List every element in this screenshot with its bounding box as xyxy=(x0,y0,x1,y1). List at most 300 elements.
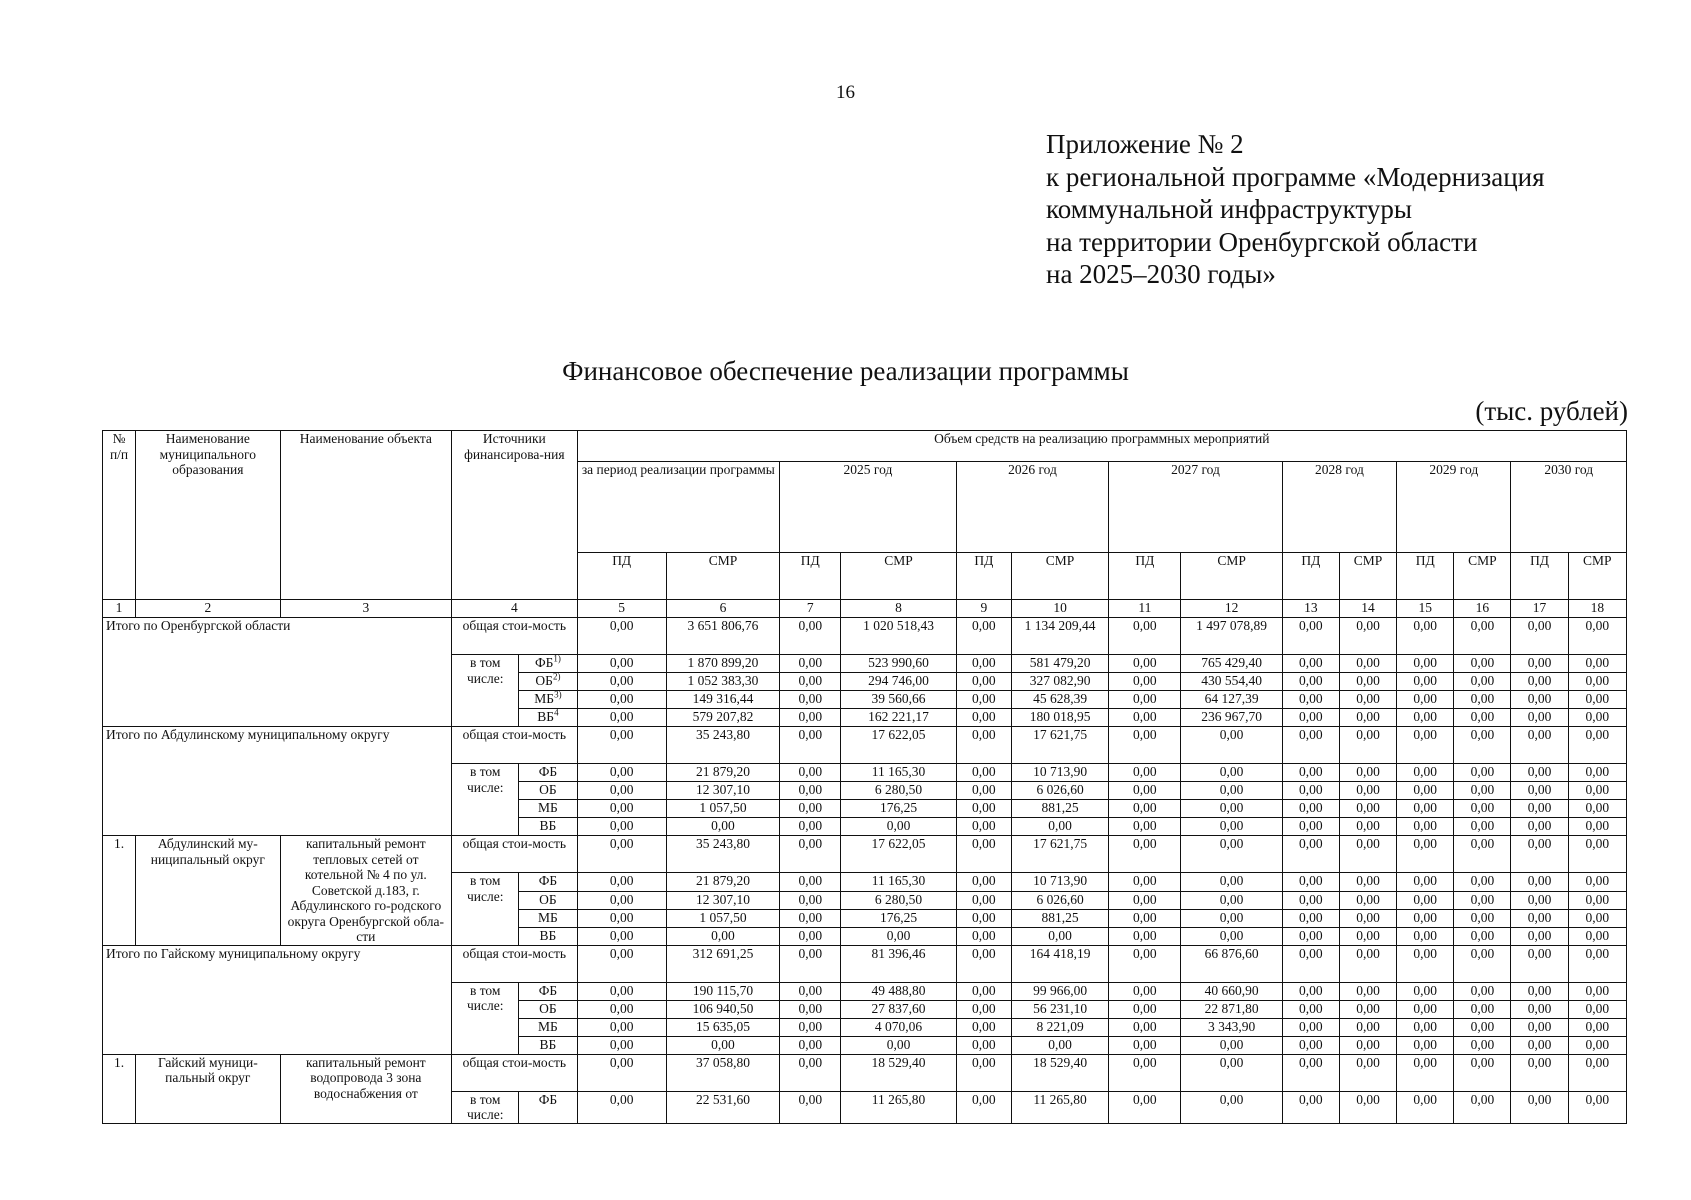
column-number: 2 xyxy=(136,600,280,618)
value-cell: 1 052 383,30 xyxy=(666,673,779,691)
value-cell: 0,00 xyxy=(577,1036,666,1054)
source-code xyxy=(519,691,577,709)
value-cell: 0,00 xyxy=(1454,618,1511,655)
value-cell: 0,00 xyxy=(1339,764,1396,782)
source-code-text: ВБ xyxy=(539,927,557,943)
value-cell: 0,00 xyxy=(780,818,841,836)
value-cell: 0,00 xyxy=(1339,927,1396,945)
source-code-text: МБ xyxy=(534,691,555,706)
value-cell: 0,00 xyxy=(1282,927,1339,945)
general-cost-row xyxy=(103,727,1627,764)
value-cell: 11 265,80 xyxy=(841,1091,956,1123)
value-cell: 0,00 xyxy=(1109,982,1181,1000)
value-cell: 0,00 xyxy=(1397,836,1454,873)
value-cell: 0,00 xyxy=(577,1000,666,1018)
value-cell: 0,00 xyxy=(1397,873,1454,892)
value-cell: 0,00 xyxy=(1397,782,1454,800)
value-cell: 0,00 xyxy=(956,982,1011,1000)
header-municipality: Наименование муниципального образования xyxy=(136,431,280,600)
value-cell: 0,00 xyxy=(1109,909,1181,927)
value-cell: 0,00 xyxy=(1397,818,1454,836)
value-cell: 0,00 xyxy=(1339,873,1396,892)
value-cell: 0,00 xyxy=(1454,673,1511,691)
value-cell: 0,00 xyxy=(1454,727,1511,764)
value-cell: 0,00 xyxy=(1511,945,1568,982)
value-cell: 0,00 xyxy=(1339,891,1396,909)
value-cell: 27 837,60 xyxy=(841,1000,956,1018)
value-cell: 0,00 xyxy=(1511,673,1568,691)
value-cell: 0,00 xyxy=(1109,1000,1181,1018)
value-cell: 0,00 xyxy=(841,818,956,836)
value-cell: 64 127,39 xyxy=(1181,691,1282,709)
value-cell: 0,00 xyxy=(1454,818,1511,836)
general-cost-row xyxy=(103,1054,1627,1091)
value-cell: 0,00 xyxy=(956,709,1011,727)
value-cell: 0,00 xyxy=(1339,1091,1396,1123)
object-name: капитальный ремонт водопровода 3 зона водоснабжения от xyxy=(280,1054,452,1123)
value-cell: 0,00 xyxy=(1511,782,1568,800)
appendix-line: коммунальной инфраструктуры xyxy=(1046,194,1412,224)
value-cell: 0,00 xyxy=(1511,982,1568,1000)
value-cell: 10 713,90 xyxy=(1011,764,1108,782)
value-cell: 0,00 xyxy=(1011,818,1108,836)
value-cell: 0,00 xyxy=(577,927,666,945)
footnote-marker: 2) xyxy=(552,672,561,682)
value-cell: 0,00 xyxy=(1282,836,1339,873)
source-code-text: ВБ xyxy=(537,709,555,724)
value-cell: 0,00 xyxy=(780,764,841,782)
total-name: Итого по Гайскому муниципальному округу xyxy=(103,945,452,1054)
value-cell: 0,00 xyxy=(956,909,1011,927)
column-number: 13 xyxy=(1282,600,1339,618)
total-name: Итого по Оренбургской области xyxy=(103,618,452,727)
in-that-label: в том числе: xyxy=(452,873,519,946)
value-cell: 40 660,90 xyxy=(1181,982,1282,1000)
value-cell: 0,00 xyxy=(1109,800,1181,818)
value-cell: 0,00 xyxy=(956,818,1011,836)
value-cell: 0,00 xyxy=(1511,1091,1568,1123)
value-cell: 0,00 xyxy=(577,1018,666,1036)
value-cell: 0,00 xyxy=(956,655,1011,673)
value-cell: 0,00 xyxy=(1339,1018,1396,1036)
value-cell: 149 316,44 xyxy=(666,691,779,709)
value-cell: 11 265,80 xyxy=(1011,1091,1108,1123)
value-cell: 18 529,40 xyxy=(1011,1054,1108,1091)
column-number: 5 xyxy=(577,600,666,618)
value-cell: 0,00 xyxy=(1397,1091,1454,1123)
general-cost-label: общая стои-мость xyxy=(452,1054,577,1091)
source-code-text: ФБ xyxy=(534,655,554,670)
source-code-text: ВБ xyxy=(539,1036,557,1052)
value-cell: 1 020 518,43 xyxy=(841,618,956,655)
value-cell: 0,00 xyxy=(1282,873,1339,892)
value-cell: 0,00 xyxy=(1568,818,1626,836)
source-code xyxy=(519,927,577,945)
value-cell: 0,00 xyxy=(577,709,666,727)
value-cell: 579 207,82 xyxy=(666,709,779,727)
value-cell: 3 343,90 xyxy=(1181,1018,1282,1036)
value-cell: 0,00 xyxy=(1568,1018,1626,1036)
value-cell: 11 165,30 xyxy=(841,764,956,782)
value-cell: 0,00 xyxy=(1454,927,1511,945)
value-cell: 0,00 xyxy=(1282,655,1339,673)
value-cell: 0,00 xyxy=(1511,1000,1568,1018)
source-code xyxy=(519,982,577,1000)
value-cell: 0,00 xyxy=(1568,873,1626,892)
value-cell: 176,25 xyxy=(841,800,956,818)
source-code-text: МБ xyxy=(538,800,558,815)
value-cell: 0,00 xyxy=(780,618,841,655)
value-cell: 0,00 xyxy=(1511,1018,1568,1036)
value-cell: 0,00 xyxy=(1339,1036,1396,1054)
row-number: 1. xyxy=(103,836,136,946)
value-cell: 3 651 806,76 xyxy=(666,618,779,655)
value-cell: 0,00 xyxy=(1339,691,1396,709)
value-cell: 0,00 xyxy=(1181,909,1282,927)
value-cell: 0,00 xyxy=(1454,836,1511,873)
value-cell: 0,00 xyxy=(1511,618,1568,655)
value-cell: 0,00 xyxy=(1109,673,1181,691)
source-code xyxy=(519,673,577,691)
column-number: 1 xyxy=(103,600,136,618)
value-cell: 0,00 xyxy=(1109,727,1181,764)
header-period: 2027 год xyxy=(1109,462,1283,553)
municipality-name: Гайский муници-пальный округ xyxy=(136,1054,280,1123)
value-cell: 0,00 xyxy=(577,1054,666,1091)
general-cost-label: общая стои-мость xyxy=(452,618,577,655)
value-cell: 17 622,05 xyxy=(841,727,956,764)
value-cell: 99 966,00 xyxy=(1011,982,1108,1000)
header-sources: Источники финансирова-ния xyxy=(452,431,577,600)
value-cell: 0,00 xyxy=(956,618,1011,655)
value-cell: 0,00 xyxy=(780,1054,841,1091)
source-code-text: ФБ xyxy=(538,982,558,998)
row-number: 1. xyxy=(103,1054,136,1123)
value-cell: 180 018,95 xyxy=(1011,709,1108,727)
source-code xyxy=(519,1018,577,1036)
value-cell: 312 691,25 xyxy=(666,945,779,982)
value-cell: 49 488,80 xyxy=(841,982,956,1000)
value-cell: 0,00 xyxy=(1339,800,1396,818)
value-cell: 0,00 xyxy=(1511,691,1568,709)
value-cell: 0,00 xyxy=(577,909,666,927)
column-number: 9 xyxy=(956,600,1011,618)
value-cell: 0,00 xyxy=(1568,1036,1626,1054)
value-cell: 0,00 xyxy=(1282,800,1339,818)
value-cell: 0,00 xyxy=(1568,655,1626,673)
document-title: Финансовое обеспечение реализации программы xyxy=(562,356,1129,386)
value-cell: 0,00 xyxy=(577,673,666,691)
value-cell: 0,00 xyxy=(1397,673,1454,691)
value-cell: 0,00 xyxy=(1282,891,1339,909)
value-cell: 0,00 xyxy=(1282,1018,1339,1036)
value-cell: 176,25 xyxy=(841,909,956,927)
value-cell: 0,00 xyxy=(1454,873,1511,892)
header-num: № п/п xyxy=(103,431,136,600)
column-number: 10 xyxy=(1011,600,1108,618)
value-cell: 45 628,39 xyxy=(1011,691,1108,709)
value-cell: 35 243,80 xyxy=(666,727,779,764)
value-cell: 0,00 xyxy=(1339,782,1396,800)
value-cell: 0,00 xyxy=(1511,836,1568,873)
value-cell: 18 529,40 xyxy=(841,1054,956,1091)
value-cell: 0,00 xyxy=(956,927,1011,945)
value-cell: 0,00 xyxy=(577,727,666,764)
value-cell: 0,00 xyxy=(1568,1000,1626,1018)
value-cell: 0,00 xyxy=(1011,1036,1108,1054)
value-cell: 0,00 xyxy=(780,727,841,764)
value-cell: 0,00 xyxy=(1568,1091,1626,1123)
value-cell: 0,00 xyxy=(1181,764,1282,782)
value-cell: 236 967,70 xyxy=(1181,709,1282,727)
value-cell: 0,00 xyxy=(956,1018,1011,1036)
value-cell: 0,00 xyxy=(1011,927,1108,945)
source-code-text: ФБ xyxy=(538,1091,558,1107)
value-cell: 0,00 xyxy=(780,800,841,818)
value-cell: 0,00 xyxy=(1568,800,1626,818)
total-name: Итого по Абдулинскому муниципальному округу xyxy=(103,727,452,836)
value-cell: 0,00 xyxy=(956,782,1011,800)
appendix-line: на 2025–2030 годы» xyxy=(1046,259,1276,289)
value-cell: 0,00 xyxy=(780,982,841,1000)
appendix-line: на территории Оренбургской области xyxy=(1046,226,1478,257)
source-code xyxy=(519,800,577,818)
value-cell: 21 879,20 xyxy=(666,764,779,782)
column-number: 6 xyxy=(666,600,779,618)
value-cell: 0,00 xyxy=(1282,691,1339,709)
source-code-text: МБ xyxy=(538,909,558,925)
value-cell: 0,00 xyxy=(1109,691,1181,709)
source-code xyxy=(519,891,577,909)
header-period: за период реализации программы xyxy=(577,462,780,553)
header-pd: ПД xyxy=(780,553,841,600)
value-cell: 15 635,05 xyxy=(666,1018,779,1036)
in-that-label: в том числе: xyxy=(452,764,519,836)
value-cell: 0,00 xyxy=(956,873,1011,892)
value-cell: 0,00 xyxy=(1397,1018,1454,1036)
value-cell: 12 307,10 xyxy=(666,891,779,909)
value-cell: 0,00 xyxy=(780,1000,841,1018)
value-cell: 0,00 xyxy=(1282,673,1339,691)
value-cell: 0,00 xyxy=(956,800,1011,818)
value-cell: 0,00 xyxy=(1454,909,1511,927)
value-cell: 0,00 xyxy=(577,818,666,836)
value-cell: 1 497 078,89 xyxy=(1181,618,1282,655)
general-cost-label: общая стои-мость xyxy=(452,945,577,982)
value-cell: 523 990,60 xyxy=(841,655,956,673)
value-cell: 0,00 xyxy=(1454,1054,1511,1091)
value-cell: 881,25 xyxy=(1011,909,1108,927)
value-cell: 0,00 xyxy=(1568,1054,1626,1091)
value-cell: 0,00 xyxy=(577,982,666,1000)
value-cell: 0,00 xyxy=(780,927,841,945)
source-code-text: ОБ xyxy=(535,673,553,688)
source-code xyxy=(519,909,577,927)
header-pd: ПД xyxy=(1109,553,1181,600)
column-number: 4 xyxy=(452,600,577,618)
value-cell: 6 280,50 xyxy=(841,891,956,909)
value-cell: 1 057,50 xyxy=(666,909,779,927)
value-cell: 0,00 xyxy=(1109,618,1181,655)
value-cell: 0,00 xyxy=(1339,655,1396,673)
value-cell: 12 307,10 xyxy=(666,782,779,800)
value-cell: 0,00 xyxy=(1397,945,1454,982)
value-cell: 0,00 xyxy=(1109,1036,1181,1054)
value-cell: 0,00 xyxy=(577,891,666,909)
value-cell: 0,00 xyxy=(780,891,841,909)
value-cell: 0,00 xyxy=(577,945,666,982)
appendix-note xyxy=(1046,128,1545,291)
value-cell: 0,00 xyxy=(1454,891,1511,909)
value-cell: 22 871,80 xyxy=(1181,1000,1282,1018)
header-period: 2028 год xyxy=(1282,462,1396,553)
header-pd: ПД xyxy=(956,553,1011,600)
value-cell: 0,00 xyxy=(577,1091,666,1123)
value-cell: 0,00 xyxy=(956,1091,1011,1123)
value-cell: 765 429,40 xyxy=(1181,655,1282,673)
value-cell: 0,00 xyxy=(1511,800,1568,818)
value-cell: 0,00 xyxy=(1511,818,1568,836)
value-cell: 0,00 xyxy=(1568,673,1626,691)
general-cost-row xyxy=(103,945,1627,982)
value-cell: 0,00 xyxy=(1282,945,1339,982)
value-cell: 0,00 xyxy=(577,836,666,873)
header-volume: Объем средств на реализацию программных мероприятий xyxy=(577,431,1626,462)
value-cell: 1 134 209,44 xyxy=(1011,618,1108,655)
value-cell: 0,00 xyxy=(1181,927,1282,945)
value-cell: 0,00 xyxy=(956,764,1011,782)
value-cell: 0,00 xyxy=(1568,945,1626,982)
value-cell: 0,00 xyxy=(1282,1054,1339,1091)
column-number: 7 xyxy=(780,600,841,618)
value-cell: 0,00 xyxy=(577,691,666,709)
value-cell: 0,00 xyxy=(1397,909,1454,927)
value-cell: 0,00 xyxy=(1282,818,1339,836)
value-cell: 0,00 xyxy=(1109,764,1181,782)
value-cell: 17 621,75 xyxy=(1011,836,1108,873)
financing-table xyxy=(102,430,1627,1124)
value-cell: 0,00 xyxy=(1511,709,1568,727)
header-period: 2025 год xyxy=(780,462,957,553)
value-cell: 0,00 xyxy=(956,727,1011,764)
value-cell: 0,00 xyxy=(1109,836,1181,873)
value-cell: 0,00 xyxy=(1282,1000,1339,1018)
value-cell: 56 231,10 xyxy=(1011,1000,1108,1018)
value-cell: 0,00 xyxy=(780,909,841,927)
value-cell: 0,00 xyxy=(1568,982,1626,1000)
value-cell: 81 396,46 xyxy=(841,945,956,982)
footnote-marker: 1) xyxy=(553,654,561,664)
value-cell: 0,00 xyxy=(956,891,1011,909)
source-code-text: ОБ xyxy=(539,1000,557,1016)
value-cell: 0,00 xyxy=(1397,655,1454,673)
value-cell: 0,00 xyxy=(1511,727,1568,764)
value-cell: 0,00 xyxy=(780,655,841,673)
source-code xyxy=(519,1091,577,1123)
value-cell: 0,00 xyxy=(780,709,841,727)
value-cell: 0,00 xyxy=(1568,618,1626,655)
value-cell: 0,00 xyxy=(780,1036,841,1054)
value-cell: 0,00 xyxy=(577,655,666,673)
appendix-line: к региональной программе «Модернизация xyxy=(1046,161,1545,192)
value-cell: 162 221,17 xyxy=(841,709,956,727)
value-cell: 21 879,20 xyxy=(666,873,779,892)
source-code xyxy=(519,782,577,800)
value-cell: 0,00 xyxy=(780,673,841,691)
value-cell: 0,00 xyxy=(780,836,841,873)
value-cell: 0,00 xyxy=(1109,945,1181,982)
value-cell: 0,00 xyxy=(1511,891,1568,909)
value-cell: 0,00 xyxy=(1339,673,1396,691)
value-cell: 0,00 xyxy=(1109,818,1181,836)
value-cell: 0,00 xyxy=(1181,836,1282,873)
value-cell: 0,00 xyxy=(841,927,956,945)
value-cell: 0,00 xyxy=(1282,1036,1339,1054)
value-cell: 0,00 xyxy=(666,1036,779,1054)
value-cell: 0,00 xyxy=(1568,927,1626,945)
value-cell: 0,00 xyxy=(1109,1091,1181,1123)
value-cell: 0,00 xyxy=(1282,727,1339,764)
footnote-marker: 3) xyxy=(554,690,562,700)
value-cell: 0,00 xyxy=(1454,945,1511,982)
value-cell: 106 940,50 xyxy=(666,1000,779,1018)
header-smr: СМР xyxy=(1011,553,1108,600)
header-period: 2029 год xyxy=(1397,462,1511,553)
general-cost-row xyxy=(103,836,1627,873)
source-code-text: МБ xyxy=(538,1018,558,1034)
value-cell: 0,00 xyxy=(956,1000,1011,1018)
value-cell: 0,00 xyxy=(1181,800,1282,818)
value-cell: 37 058,80 xyxy=(666,1054,779,1091)
value-cell: 0,00 xyxy=(1568,764,1626,782)
value-cell: 0,00 xyxy=(1511,655,1568,673)
in-that-label: в том числе: xyxy=(452,982,519,1054)
source-code xyxy=(519,873,577,892)
in-that-label: в том числе: xyxy=(452,655,519,727)
value-cell: 0,00 xyxy=(1339,945,1396,982)
value-cell: 0,00 xyxy=(1282,618,1339,655)
value-cell: 11 165,30 xyxy=(841,873,956,892)
value-cell: 0,00 xyxy=(1397,691,1454,709)
header-smr: СМР xyxy=(1454,553,1511,600)
header-pd: ПД xyxy=(1397,553,1454,600)
value-cell: 0,00 xyxy=(1109,873,1181,892)
column-number: 11 xyxy=(1109,600,1181,618)
value-cell: 39 560,66 xyxy=(841,691,956,709)
value-cell: 327 082,90 xyxy=(1011,673,1108,691)
value-cell: 0,00 xyxy=(1282,709,1339,727)
column-number: 3 xyxy=(280,600,452,618)
source-code xyxy=(519,655,577,673)
source-code-text: ОБ xyxy=(539,782,557,797)
value-cell: 164 418,19 xyxy=(1011,945,1108,982)
value-cell: 0,00 xyxy=(1568,909,1626,927)
general-cost-label: общая стои-мость xyxy=(452,727,577,764)
header-pd: ПД xyxy=(1282,553,1339,600)
value-cell: 0,00 xyxy=(956,1036,1011,1054)
value-cell: 0,00 xyxy=(1397,618,1454,655)
object-name: капитальный ремонт тепловых сетей от котельной № 4 по ул. Советской д.183, г. Абдулинского го-родского округа Оренбургской обла-сти xyxy=(280,836,452,946)
value-cell: 0,00 xyxy=(1181,727,1282,764)
value-cell: 0,00 xyxy=(1568,727,1626,764)
value-cell: 0,00 xyxy=(1511,1036,1568,1054)
source-code-text: ФБ xyxy=(538,764,558,779)
value-cell: 0,00 xyxy=(1511,1054,1568,1091)
value-cell: 0,00 xyxy=(1454,1000,1511,1018)
value-cell: 35 243,80 xyxy=(666,836,779,873)
value-cell: 0,00 xyxy=(577,800,666,818)
source-code-text: ВБ xyxy=(539,818,557,833)
